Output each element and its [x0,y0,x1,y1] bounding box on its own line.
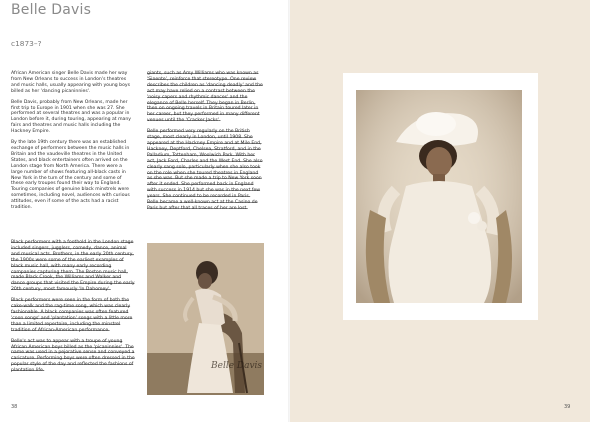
portrait-photo-hat [356,90,522,303]
body-paragraph: By the late 19th century there was an established exchange of performers between the music halls in Britain and the vaudeville theatres in the United States, and black entertainers often arrived on the London stage from North America. There were a large number of shows featuring all-black casts in New York in the turn of the century and some of these early troupes found their way to England. Touring companies of genuine black minstrels were sometimes, including novel, audiences with curious attitudes, even if some of the acts had a racist tradition. [11,140,130,211]
body-paragraph: giants, such as Amy Williams who was known as 'Sinente', reinforce that stereotype. One review describes the children as 'dancing deadly' and the act may have relied on a contrast between the 'noisy capers and rhythmic dances' and the elegance of Belle herself. They began in Berlin, then on ongoing travels in Britain toured later in her career, but they performed in many different venues until the 'Cracker Jacks'. [147,71,263,124]
body-paragraph: Black performers were seen in the form of both the cake-walk and the rag-time song, which was clearly fashionable. A black companies was often featured 'coon songs' and 'plantation' songs with a little more than a limited repertoire, including the minstrel tradition of African-American performance. [11,298,133,333]
body-paragraph: Belle performed very regularly on the British stage, most clearly in London, until 1908. She appeared at the Hackney Empire and at Mile End, Hackney, Deptford, Chelsea, Stratford, and in the Palladium, Tottenham, Woolwich Park. With her act, Jack Ford, Charles and the West End. She also clearly sang solo, particularly when she also took on the role when she toured theatres in England as she was. But she made a trip to New York soon after it ended. She performed back in England with success in 1914 but she was in the next few years. She continued to be recorded in Paris. Belle became a well-known act at the Casino de Paris but after that all traces of her are lost. [147,129,263,211]
photo-inscription: Belle Davis [211,361,263,371]
article-dates: c1873–? [11,39,42,48]
body-column-2 [147,71,263,217]
woman-in-hat-figure [356,90,522,303]
body-column-1-lower [11,240,135,379]
seated-woman-figure [147,243,264,395]
body-paragraph: Belle's act was to appear with a troupe of young African American boys billed as the 'picaninnies'. The name was used in a pejorative sense and conveyed a caricature. Performing boys were often dressed in the popular style of the day and reflected the fashions of plantation life. [11,338,135,374]
page-number-right: 39 [564,404,571,410]
article-title: Belle Davis [11,2,92,18]
page-number-left: 38 [11,404,18,410]
body-paragraph: Belle Davis, probably from New Orleans, made her first trip to Europe in 1901 when she was 27. She performed at several theatres and was a popular in London before it, during touring, appearing at many fairs and theatres and music halls including the Hackney Empire. [11,99,131,135]
left-page [0,0,290,422]
body-paragraph: Black performers with a foothold in the London stage included singers, jugglers, comedy, dance, animal and musical acts. Brothers, in the early 20th century, the 1900s were some of the earliest examples of black music hall, with many early recording companies capturing them. The Boston music hall, made Black Crook, the Williams and Walker and dance groups that visited the Empire during the early 20th century, most famously 'In Dahomey'. [11,240,135,293]
intro-paragraph: African American singer Belle Davis made her way from New Orleans to success in London's theatres and music halls, usually appearing with young boys billed as her 'dancing picaninnies'. [11,71,131,94]
portrait-photo-seated [147,243,264,395]
body-column-1 [11,71,131,216]
